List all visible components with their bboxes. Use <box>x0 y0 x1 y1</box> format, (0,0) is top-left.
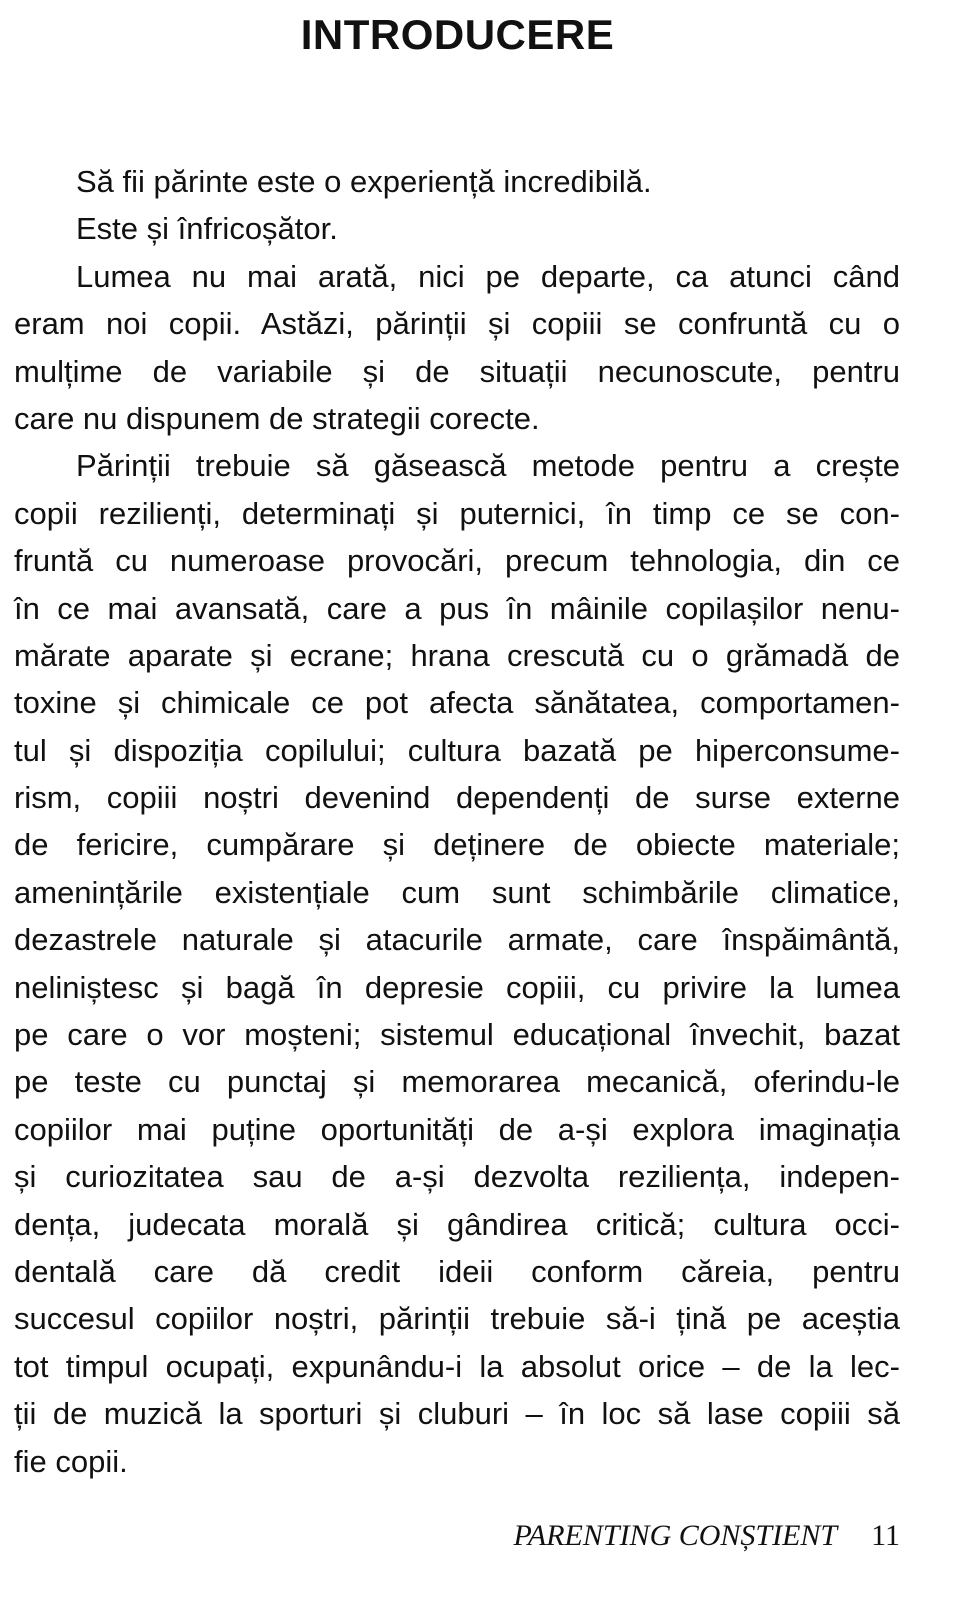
text-line: fie copii. <box>14 1443 128 1479</box>
text-line: de fericire, cumpărare și deținere de obiecte materiale; <box>14 827 900 863</box>
chapter-title: INTRODUCERE <box>300 11 615 58</box>
text-line: tot timpul ocupați, expunându-i la absolut orice – de la lec- <box>14 1348 900 1384</box>
running-title: PARENTING CONȘTIENT <box>513 1519 838 1552</box>
text-line: toxine și chimicale ce pot afecta sănătatea, comportamen- <box>14 685 900 721</box>
text-line: Să fii părinte este o experiență incredibilă. <box>76 164 652 199</box>
text-line: Părinții trebuie să găsească metode pentru a crește <box>76 448 900 484</box>
text-line: și curiozitatea sau de a-și dezvolta reziliența, indepen- <box>14 1159 900 1195</box>
text-line: dezastrele naturale și atacurile armate, care înspăimântă, <box>14 922 900 958</box>
text-line: fruntă cu numeroase provocări, precum tehnologia, din ce <box>14 543 900 579</box>
text-line: dența, judecata morală și gândirea critică; cultura occi- <box>14 1206 900 1242</box>
paragraph <box>14 442 900 1485</box>
text-line: tul și dispoziția copilului; cultura bazată pe hiperconsume- <box>14 732 900 768</box>
page-number: 11 <box>871 1519 900 1552</box>
paragraph <box>14 158 900 205</box>
text-line: Lumea nu mai arată, nici pe departe, ca atunci când <box>76 258 900 294</box>
paragraph <box>14 205 900 252</box>
text-line: copiilor mai puține oportunități de a-și explora imaginația <box>14 1111 900 1147</box>
text-line: eram noi copii. Astăzi, părinții și copiii se confruntă cu o <box>14 306 900 342</box>
text-line: dentală care dă credit ideii conform căreia, pentru <box>14 1253 900 1289</box>
text-line: mulțime de variabile și de situații necunoscute, pentru <box>14 353 900 389</box>
text-line: în ce mai avansată, care a pus în mâinile copilașilor nenu- <box>14 590 900 626</box>
text-line: copii rezilienți, determinați și puternici, în timp ce se con- <box>14 495 900 531</box>
body-text <box>14 158 900 1485</box>
text-line: ții de muzică la sporturi și cluburi – în loc să lase copiii să <box>14 1396 900 1432</box>
text-line: succesul copiilor noștri, părinții trebuie să-i țină pe aceștia <box>14 1301 900 1337</box>
text-line: neliniștesc și bagă în depresie copiii, cu privire la lumea <box>14 969 900 1005</box>
text-line: amenințările existențiale cum sunt schimbările climatice, <box>14 874 900 910</box>
text-line: pe teste cu punctaj și memorarea mecanică, oferindu-le <box>14 1064 900 1100</box>
text-line: care nu dispunem de strategii corecte. <box>14 400 540 436</box>
text-line: pe care o vor moșteni; sistemul educațional învechit, bazat <box>14 1017 900 1053</box>
text-line: Este și înfricoșător. <box>76 211 338 247</box>
page-footer <box>513 1512 900 1560</box>
text-line: mărate aparate și ecrane; hrana crescută cu o grămadă de <box>14 637 900 673</box>
paragraph <box>14 253 900 443</box>
text-line: rism, copiii noștri devenind dependenți de surse externe <box>14 780 900 816</box>
